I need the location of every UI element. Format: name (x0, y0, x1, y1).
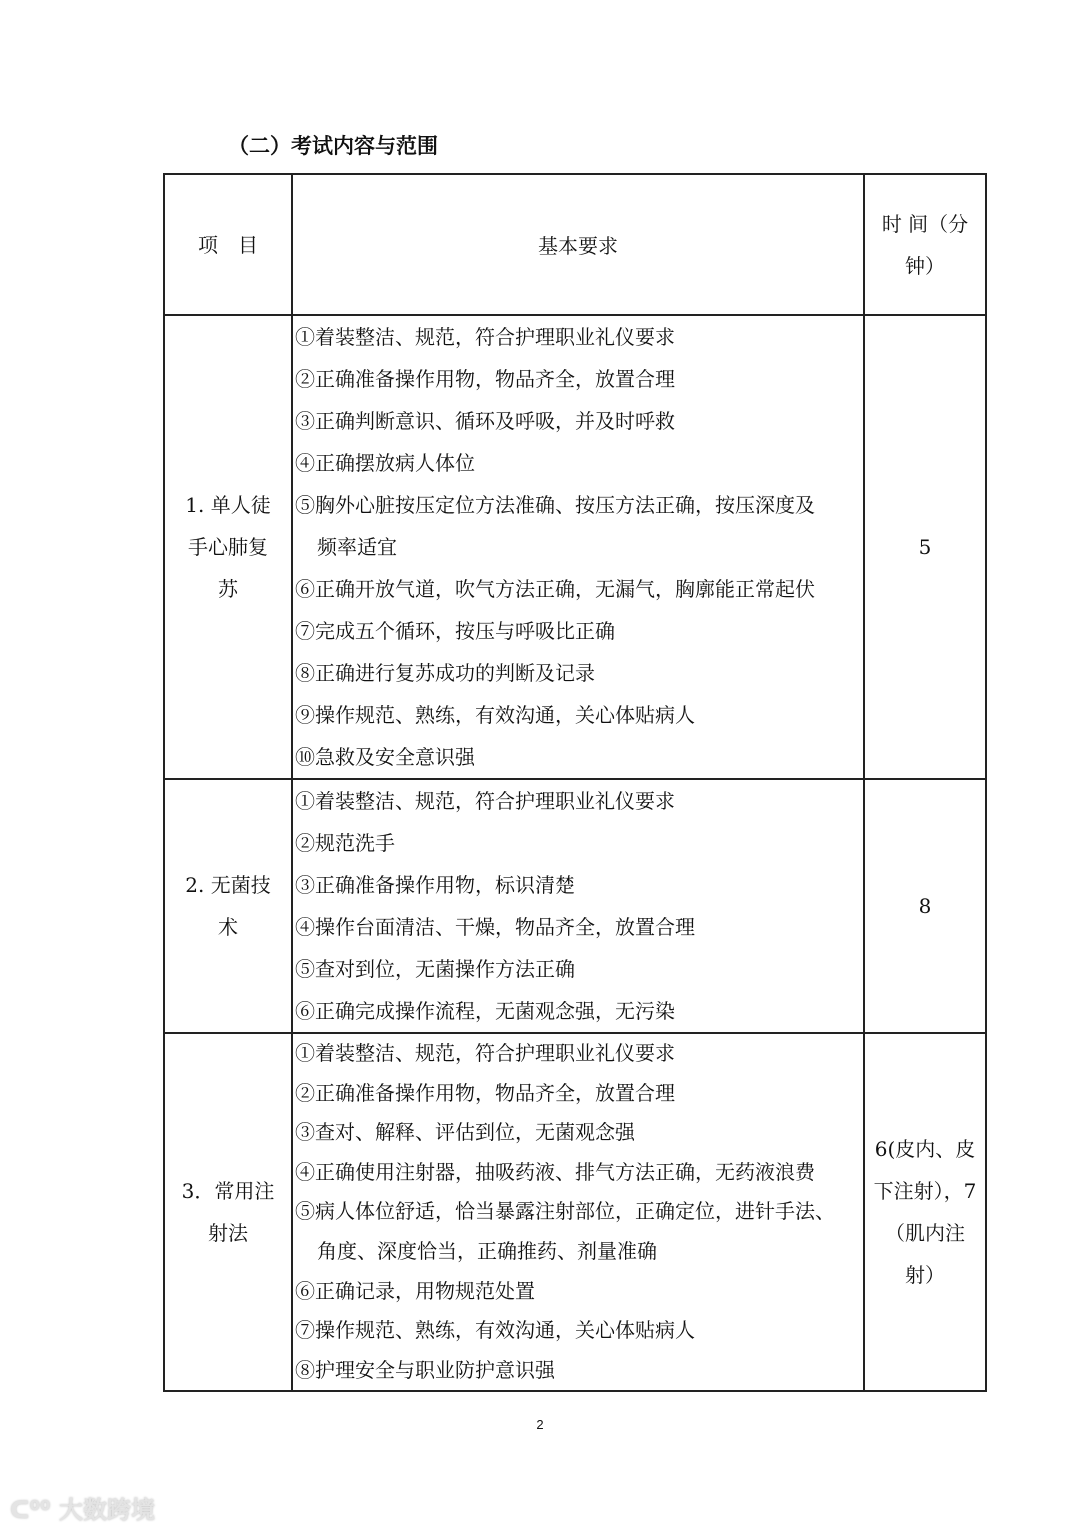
requirement-item-continued: 角度、深度恰当，正确推药、剂量准确 (317, 1238, 657, 1263)
time-minutes: 5 (864, 315, 986, 779)
time-minutes: 6(皮内、皮下注射），7（肌内注射） (864, 1033, 986, 1391)
requirement-item: ④正确使用注射器，抽吸药液、排气方法正确，无药液浪费 (295, 1159, 815, 1184)
requirement-item: ⑥正确记录，用物规范处置 (295, 1278, 535, 1303)
header-item: 项 目 (164, 174, 292, 315)
table-row (164, 1033, 986, 1391)
page-number: 2 (536, 1417, 544, 1432)
header-requirements: 基本要求 (292, 174, 864, 315)
item-name: 1. 单人徒手心肺复苏 (164, 315, 292, 779)
exam-content-table (163, 173, 987, 1392)
requirements-cell (292, 315, 864, 779)
requirement-item: ①着装整洁、规范，符合护理职业礼仪要求 (295, 325, 675, 349)
requirements-cell (292, 1033, 864, 1391)
table-row (164, 779, 986, 1033)
table-row (164, 315, 986, 779)
requirement-item: ⑧正确进行复苏成功的判断及记录 (295, 661, 595, 685)
requirement-item: ⑩急救及安全意识强 (295, 745, 475, 769)
requirement-item: ⑤病人体位舒适，恰当暴露注射部位，正确定位，进针手法、 (295, 1199, 835, 1224)
requirement-item: ④正确摆放病人体位 (295, 451, 475, 475)
requirement-item: ②规范洗手 (295, 831, 395, 855)
table-header-row (164, 174, 986, 315)
requirement-item: ⑥正确开放气道，吹气方法正确，无漏气，胸廓能正常起伏 (295, 577, 815, 601)
requirement-item-continued: 频率适宜 (317, 535, 397, 559)
requirement-item: ⑥正确完成操作流程，无菌观念强，无污染 (295, 999, 675, 1023)
requirement-item: ①着装整洁、规范，符合护理职业礼仪要求 (295, 1041, 675, 1065)
requirement-item: ②正确准备操作用物，物品齐全，放置合理 (295, 367, 675, 391)
requirement-item: ③查对、解释、评估到位，无菌观念强 (295, 1120, 635, 1145)
time-minutes: 8 (864, 779, 986, 1033)
watermark-logo: ᑕ⁰⁰ 大数跨境 (10, 1496, 155, 1524)
item-name: 3．常用注射法 (164, 1033, 292, 1391)
requirement-item: ⑦操作规范、熟练，有效沟通，关心体贴病人 (295, 1318, 695, 1343)
requirement-item: ①着装整洁、规范，符合护理职业礼仪要求 (295, 789, 675, 813)
requirement-item: ⑤查对到位，无菌操作方法正确 (295, 957, 575, 981)
requirement-item: ⑤胸外心脏按压定位方法准确、按压方法正确，按压深度及 (295, 493, 815, 517)
item-name: 2. 无菌技术 (164, 779, 292, 1033)
requirement-item: ④操作台面清洁、干燥，物品齐全，放置合理 (295, 915, 695, 939)
requirement-item: ③正确准备操作用物，标识清楚 (295, 873, 575, 897)
requirement-item: ②正确准备操作用物，物品齐全，放置合理 (295, 1080, 675, 1105)
requirement-item: ⑧护理安全与职业防护意识强 (295, 1357, 555, 1382)
section-heading: （二）考试内容与范围 (228, 133, 438, 158)
watermark-text: 大数跨境 (58, 1496, 155, 1524)
header-time: 时 间（分钟） (864, 174, 986, 315)
requirements-cell (292, 779, 864, 1033)
requirement-item: ③正确判断意识、循环及呼吸，并及时呼救 (295, 409, 675, 433)
requirement-item: ⑨操作规范、熟练，有效沟通，关心体贴病人 (295, 703, 695, 727)
requirement-item: ⑦完成五个循环，按压与呼吸比正确 (295, 619, 615, 643)
